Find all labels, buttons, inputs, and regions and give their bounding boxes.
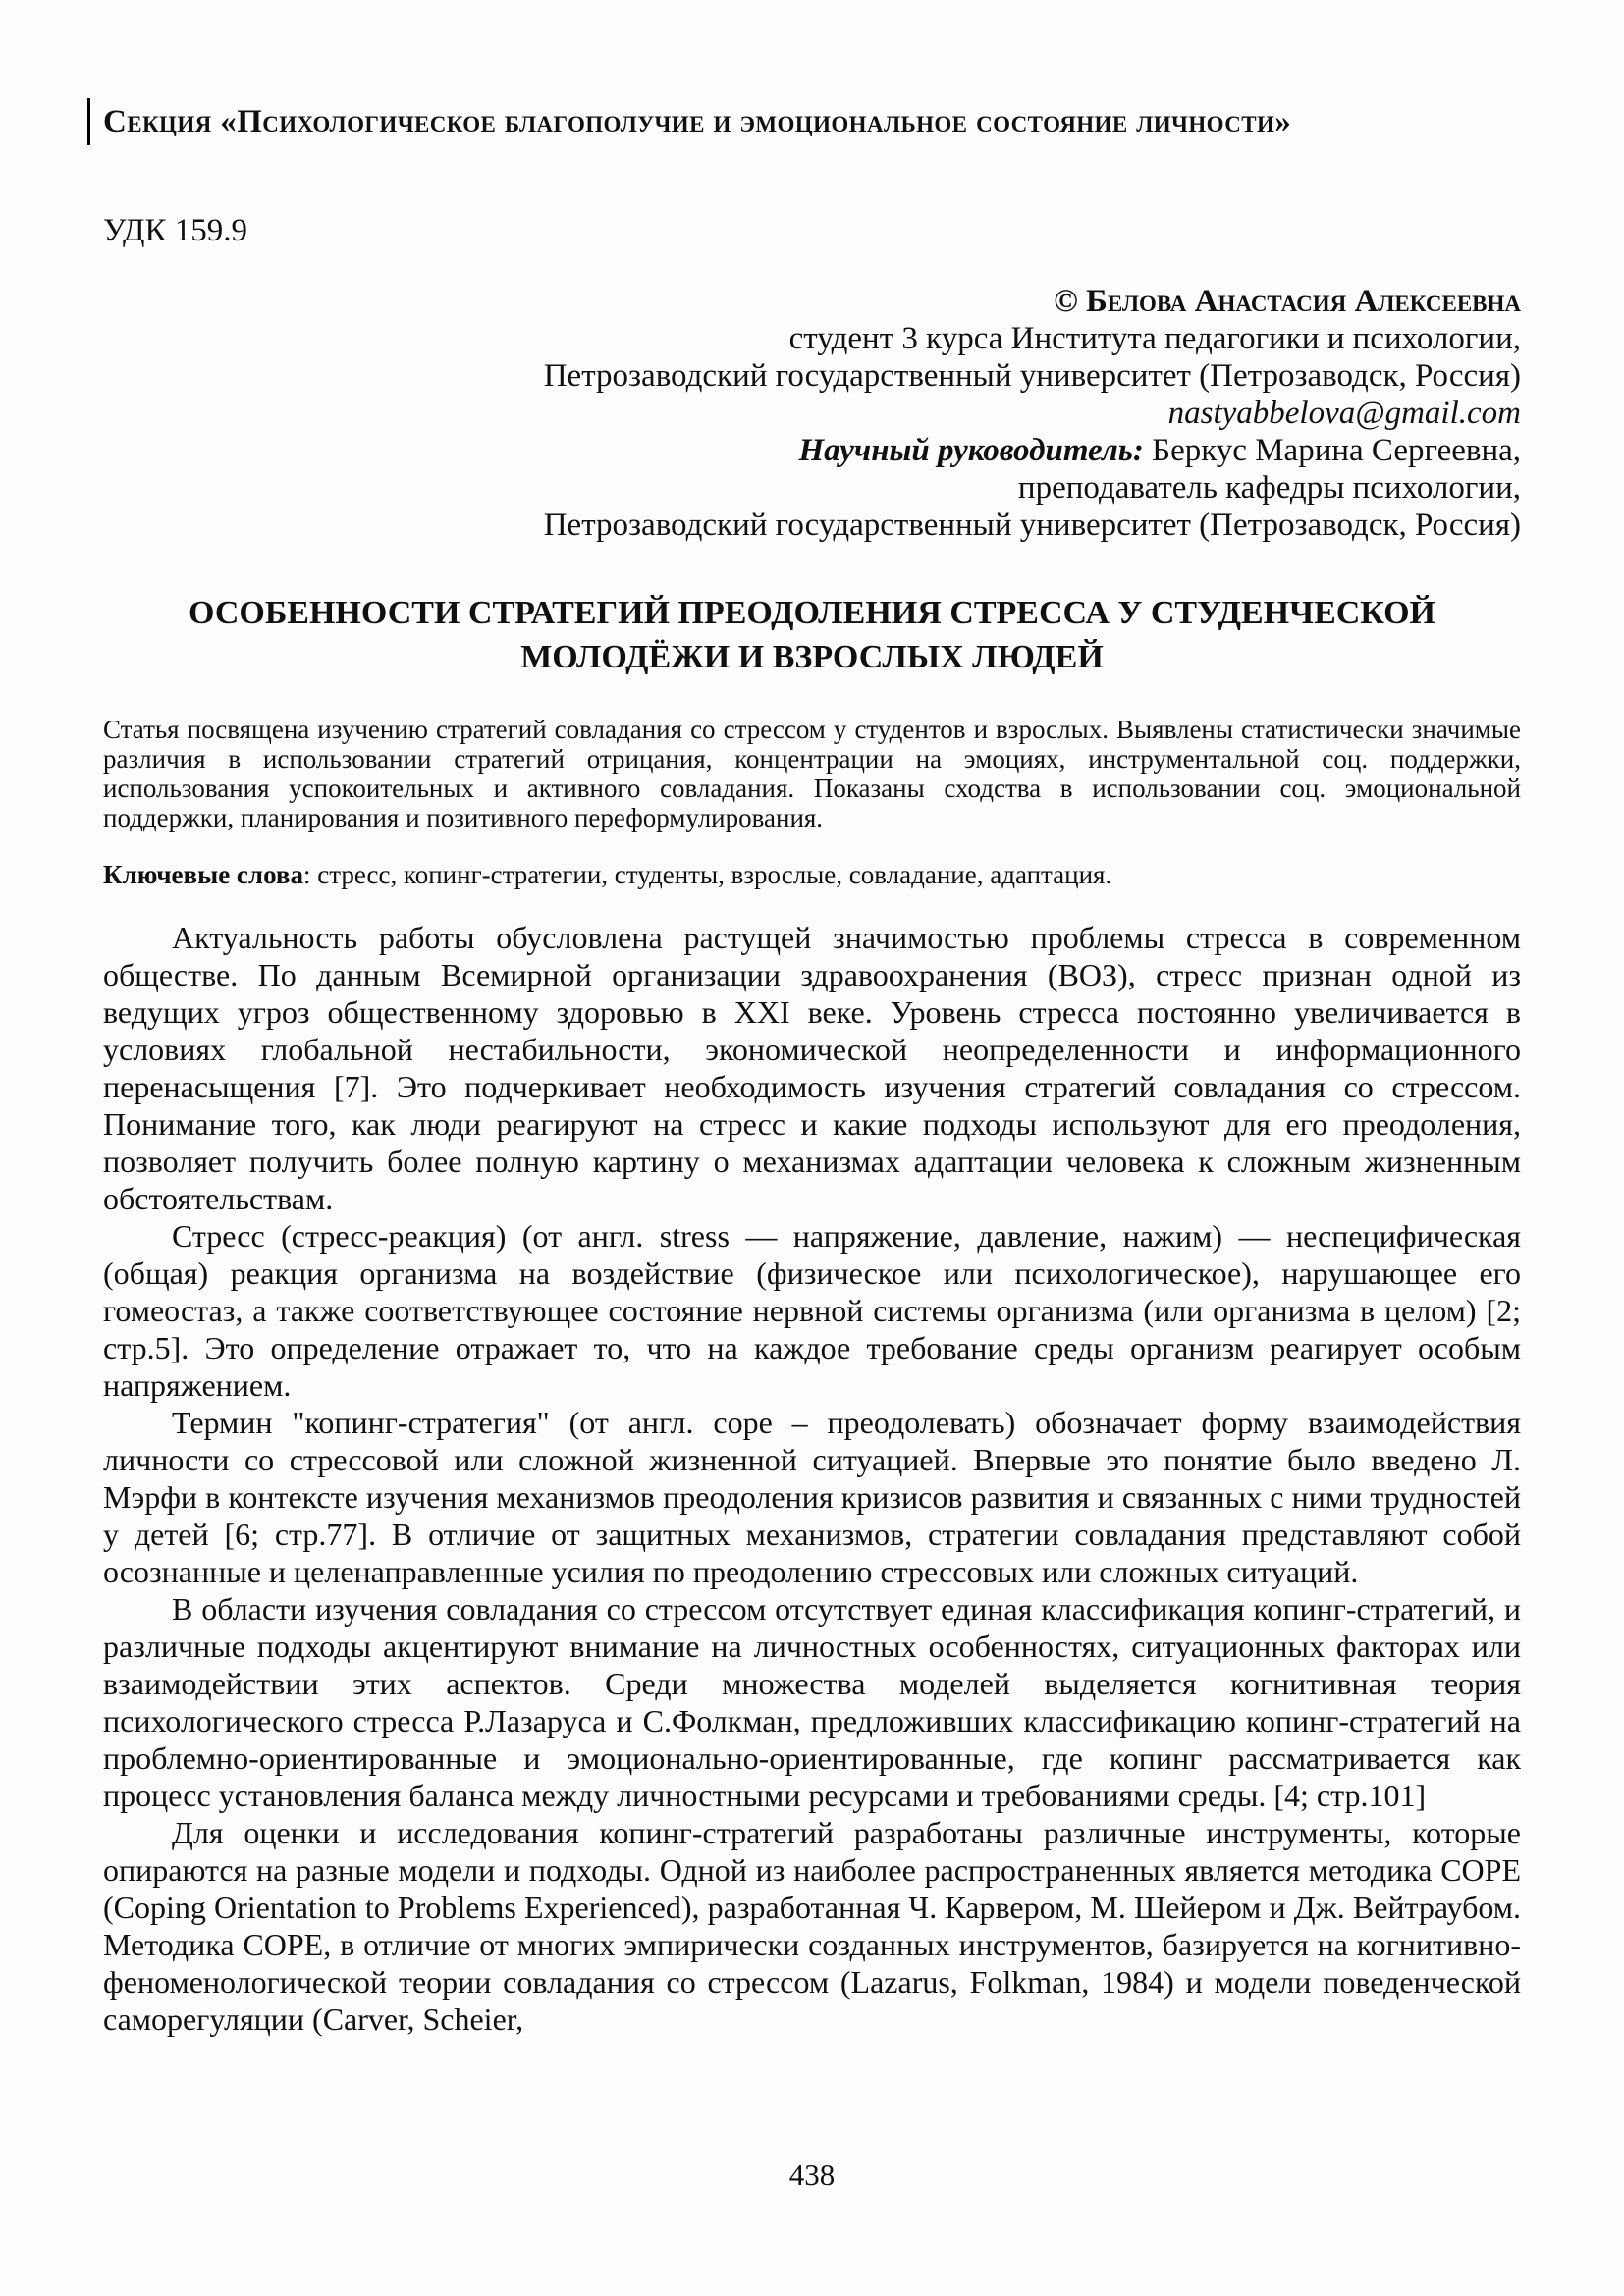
author-name: © Белова Анастасия Алексеевна (1054, 284, 1521, 319)
advisor-affiliation: Петрозаводский государственный университет (Петрозаводск, Россия) (543, 507, 1521, 543)
article-title (103, 591, 1521, 679)
article-body (103, 919, 1521, 2038)
udc-code: УДК 159.9 (103, 213, 248, 248)
keywords-label: Ключевые слова (103, 860, 303, 889)
author-affiliation: Петрозаводский государственный университет (Петрозаводск, Россия) (543, 358, 1521, 394)
section-header: Секция «Психологическое благополучие и эмоциональное состояние личности» (87, 98, 1521, 145)
body-paragraph: Для оценки и исследования копинг-стратегий разработаны различные инструменты, которые опираются на разные модели и подходы. Одной из наиболее распространенных является методика COPE (Coping Orientation to Problems Experienced), разработанная Ч. Карвером, М. Шейером и Дж. Вейтраубом. Методика COPE, в отличие от многих эмпирически созданных инструментов, базируется на когнитивно-феноменологической теории совладания со стрессом (Lazarus, Folkman, 1984) и модели поведенческой саморегуляции (Carver, Scheier, (103, 1815, 1521, 2037)
advisor-label: Научный руководитель: (798, 433, 1144, 468)
author-email: nastyabbelova@gmail.com (1167, 396, 1521, 431)
body-paragraph: В области изучения совладания со стрессом отсутствует единая классификация копинг-стратегий, и различные подходы акцентируют внимание на личностных особенностях, ситуационных факторах или взаимодействии этих аспектов. Среди множества моделей выделяется когнитивная теория психологического стресса Р.Лазаруса и С.Фолкман, предложивших классификацию копинг-стратегий на проблемно-ориентированные и эмоционально-ориентированные, где копинг рассматривается как процесс установления баланса между личностными ресурсами и требованиями среды. [4; стр.101] (103, 1591, 1521, 1813)
keywords-line (103, 860, 1521, 889)
article-title-line1: ОСОБЕННОСТИ СТРАТЕГИЙ ПРЕОДОЛЕНИЯ СТРЕССА У СТУДЕНЧЕСКОЙ (188, 595, 1436, 631)
body-paragraph: Термин "копинг-стратегия" (от англ. cope – преодолевать) обозначает форму взаимодействия личности со стрессовой или сложной жизненной ситуацией. Впервые это понятие было введено Л. Мэрфи в контексте изучения механизмов преодоления кризисов развития и связанных с ними трудностей у детей [6; стр.77]. В отличие от защитных механизмов, стратегии совладания представляют собой осознанные и целенаправленные усилия по преодолению стрессовых или сложных ситуаций. (103, 1405, 1521, 1589)
keywords-list: : стресс, копинг-стратегии, студенты, взрослые, совладание, адаптация. (302, 860, 1112, 889)
advisor-role: преподаватель кафедры психологии, (1017, 470, 1521, 506)
abstract-text: Статья посвящена изучению стратегий совладания со стрессом у студентов и взрослых. Выявлены статистически значимые различия в использовании стратегий отрицания, концентрации на эмоциях, инструментальной соц. поддержки, использования успокоительных и активного совладания. Показаны сходства в использовании соц. эмоциональной поддержки, планирования и позитивного переформулирования. (103, 715, 1521, 832)
author-role: студент 3 курса Института педагогики и психологии, (788, 321, 1521, 356)
advisor-name: Беркус Марина Сергеевна, (1143, 433, 1521, 468)
body-paragraph: Стресс (стресс-реакция) (от англ. stress — напряжение, давление, нажим) — неспецифическая (общая) реакция организма на воздействие (физическое или психологическое), нарушающее его гомеостаз, а также соответствующее состояние нервной системы организма (или организма в целом) [2; стр.5]. Это определение отражает то, что на каждое требование среды организм реагирует особым напряжением. (103, 1218, 1521, 1403)
page-number: 438 (788, 2158, 836, 2192)
author-block (103, 283, 1521, 544)
body-paragraph: Актуальность работы обусловлена растущей значимостью проблемы стресса в современном обществе. По данным Всемирной организации здравоохранения (ВОЗ), стресс признан одной из ведущих угроз общественному здоровью в XXI веке. Уровень стресса постоянно увеличивается в условиях глобальной нестабильности, экономической неопределенности и информационного перенасыщения [7]. Это подчеркивает необходимость изучения стратегий совладания со стрессом. Понимание того, как люди реагируют на стресс и какие подходы используют для его преодоления, позволяет получить более полную картину о механизмах адаптации человека к сложным жизненным обстоятельствам. (103, 920, 1521, 1216)
article-title-line2: МОЛОДЁЖИ И ВЗРОСЛЫХ ЛЮДЕЙ (520, 639, 1104, 675)
advisor-line (103, 432, 1521, 469)
